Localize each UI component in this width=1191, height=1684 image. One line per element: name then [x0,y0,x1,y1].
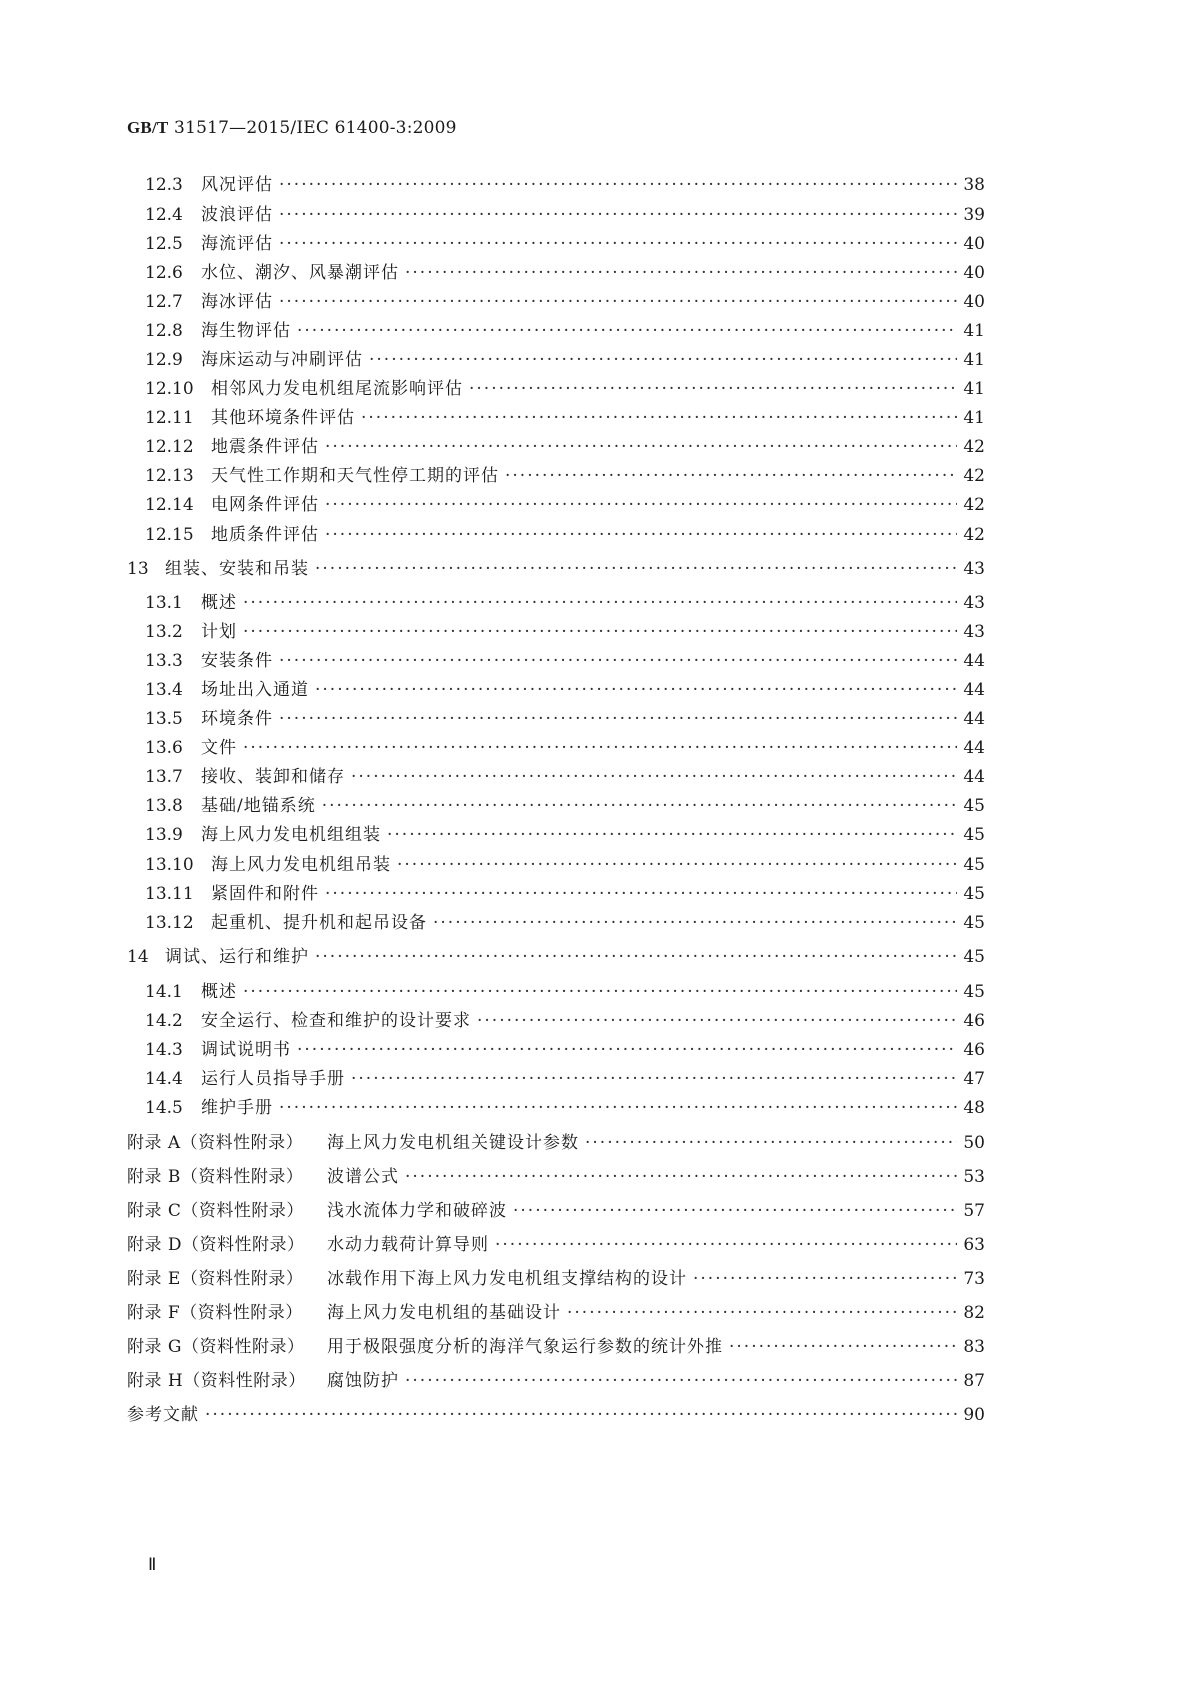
toc-leader [243,593,957,613]
toc-leader [585,1133,957,1153]
toc-entry-title: 相邻风力发电机组尾流影响评估 [211,379,463,399]
toc-appendix[interactable] [127,1196,985,1221]
toc-entry-number: 13.5 [145,709,183,729]
toc-entry-title: 调试说明书 [201,1040,291,1060]
toc-entry-title: 海床运动与冲刷评估 [201,350,363,370]
toc-entry-number: 13.8 [145,796,183,816]
toc-entry-page: 44 [963,680,985,700]
toc-entry-title: 海生物评估 [201,321,291,341]
toc-leader [693,1269,957,1289]
toc-appendix[interactable] [127,1230,985,1255]
toc-entry-number: 附录 B（资料性附录） [127,1167,304,1187]
toc-entry-title: 计划 [201,622,237,642]
toc-entry-title: 运行人员指导手册 [201,1069,345,1089]
toc-entry[interactable] [145,850,985,875]
toc-leader [469,379,957,399]
toc-entry[interactable] [145,403,985,428]
toc-entry-title: 海冰评估 [201,292,273,312]
toc-entry-page: 45 [963,796,985,816]
toc-entry-title: 腐蚀防护 [327,1371,399,1391]
toc-entry-number: 13.12 [145,913,194,933]
toc-entry-title: 参考文献 [127,1405,199,1425]
toc-leader [279,175,957,195]
toc-entry[interactable] [145,432,985,457]
toc-entry-title: 概述 [201,593,237,613]
standard-code: 31517—2015/IEC 61400-3:2009 [174,118,457,138]
toc-entry-title: 安全运行、检查和维护的设计要求 [201,1011,471,1031]
toc-entry-number: 12.11 [145,408,194,428]
toc-entry-number: 13.7 [145,767,183,787]
toc-entry-number: 13.2 [145,622,183,642]
toc-entry-number: 附录 D（资料性附录） [127,1235,305,1255]
toc-leader [315,559,957,579]
toc-leader [325,525,957,545]
toc-entry-title: 海上风力发电机组关键设计参数 [327,1133,579,1153]
toc-entry[interactable] [145,908,985,933]
toc-entry-number: 14 [127,947,149,967]
toc-leader [243,982,957,1002]
toc-entry-title: 场址出入通道 [201,680,309,700]
toc-entry-number: 14.2 [145,1011,183,1031]
toc-entry-title: 安装条件 [201,651,273,671]
page-number: Ⅱ [148,1555,157,1574]
toc-entry-number: 13 [127,559,149,579]
document-header [127,118,457,138]
toc-entry-number: 12.14 [145,495,194,515]
toc-entry-number: 13.6 [145,738,183,758]
toc-entry-number: 12.10 [145,379,194,399]
toc-entry[interactable] [145,316,985,341]
toc-entry-page: 42 [963,437,985,457]
toc-entry-page: 87 [963,1371,985,1391]
toc-entry-title: 概述 [201,982,237,1002]
toc-entry-title: 紧固件和附件 [211,884,319,904]
toc-entry-number: 12.8 [145,321,183,341]
toc-entry-page: 42 [963,495,985,515]
toc-entry-number: 附录 H（资料性附录） [127,1371,306,1391]
toc-entry-page: 44 [963,738,985,758]
toc-leader [279,709,957,729]
toc-entry[interactable] [145,461,985,486]
toc-entry-title: 海上风力发电机组的基础设计 [327,1303,561,1323]
toc-entry-number: 14.3 [145,1040,183,1060]
toc-chapter[interactable] [127,942,985,967]
toc-entry-page: 46 [963,1040,985,1060]
toc-entry[interactable] [145,374,985,399]
toc-entry[interactable] [145,258,985,283]
toc-entry-title: 波谱公式 [327,1167,399,1187]
toc-entry[interactable] [145,762,985,787]
toc-entry-title: 基础/地锚系统 [201,796,316,816]
toc-leader [351,767,957,787]
toc-leader [433,913,957,933]
toc-leader [405,1371,957,1391]
toc-entry-page: 41 [963,321,985,341]
toc-entry-title: 地质条件评估 [211,525,319,545]
toc-entry-page: 50 [963,1133,985,1153]
toc-entry[interactable] [145,704,985,729]
toc-entry-title: 海流评估 [201,234,273,254]
toc-entry[interactable] [145,1006,985,1031]
toc-entry-number: 12.7 [145,292,183,312]
toc-entry-number: 13.9 [145,825,183,845]
toc-entry-title: 水位、潮汐、风暴潮评估 [201,263,399,283]
toc-entry-title: 文件 [201,738,237,758]
toc-entry-number: 12.15 [145,525,194,545]
toc-entry[interactable] [145,1064,985,1089]
toc-appendix[interactable] [127,1298,985,1323]
toc-entry-page: 40 [963,234,985,254]
toc-appendix[interactable] [127,1332,985,1357]
toc-entry-page: 82 [963,1303,985,1323]
toc-appendix[interactable] [127,1366,985,1391]
toc-entry-page: 45 [963,825,985,845]
toc-entry[interactable] [145,345,985,370]
toc-leader [405,1167,957,1187]
toc-entry-number: 附录 C（资料性附录） [127,1201,304,1221]
toc-entry[interactable] [145,1093,985,1118]
toc-entry-title: 海上风力发电机组吊装 [211,855,391,875]
toc-entry[interactable] [145,1035,985,1060]
toc-entry-number: 12.12 [145,437,194,457]
toc-entry-title: 用于极限强度分析的海洋气象运行参数的统计外推 [327,1337,723,1357]
toc-entry-title: 海上风力发电机组组装 [201,825,381,845]
toc-entry-page: 46 [963,1011,985,1031]
toc-entry-page: 53 [963,1167,985,1187]
toc-leader [279,205,957,225]
toc-entry-number: 12.6 [145,263,183,283]
toc-entry-title: 调试、运行和维护 [165,947,309,967]
toc-entry-page: 48 [963,1098,985,1118]
toc-leader [279,292,957,312]
toc-entry-page: 73 [963,1269,985,1289]
toc-entry-number: 13.1 [145,593,183,613]
toc-entry-number: 14.5 [145,1098,183,1118]
toc-entry-title: 天气性工作期和天气性停工期的评估 [211,466,499,486]
toc-entry-page: 43 [963,559,985,579]
toc-leader [279,651,957,671]
toc-leader [315,947,957,967]
toc-leader [297,321,957,341]
toc-entry-page: 44 [963,767,985,787]
toc-chapter[interactable] [127,554,985,579]
toc-leader [297,1040,957,1060]
toc-entry-page: 39 [963,205,985,225]
toc-leader [279,234,957,254]
toc-entry-page: 41 [963,408,985,428]
toc-leader [325,884,957,904]
toc-leader [351,1069,957,1089]
toc-entry[interactable] [145,791,985,816]
toc-leader [397,855,957,875]
toc-appendix[interactable] [127,1128,985,1153]
toc-entry-page: 45 [963,947,985,967]
toc-entry-page: 44 [963,709,985,729]
toc-entry[interactable] [145,170,985,195]
toc-references[interactable] [127,1400,985,1425]
toc-entry-number: 12.4 [145,205,183,225]
toc-entry-number: 12.13 [145,466,194,486]
toc-entry-number: 13.3 [145,651,183,671]
toc-appendix[interactable] [127,1264,985,1289]
toc-entry-page: 45 [963,855,985,875]
toc-leader [279,1098,957,1118]
toc-entry-number: 13.10 [145,855,194,875]
toc-entry-title: 维护手册 [201,1098,273,1118]
toc-entry[interactable] [145,588,985,613]
toc-entry-page: 42 [963,466,985,486]
toc-entry-title: 起重机、提升机和起吊设备 [211,913,427,933]
toc-entry-page: 38 [963,175,985,195]
toc-entry-number: 14.4 [145,1069,183,1089]
toc-entry-number: 12.5 [145,234,183,254]
toc-entry-title: 地震条件评估 [211,437,319,457]
toc-entry[interactable] [145,229,985,254]
toc-entry-page: 57 [963,1201,985,1221]
toc-entry[interactable] [145,733,985,758]
toc-entry-page: 40 [963,292,985,312]
toc-leader [361,408,957,428]
toc-leader [387,825,957,845]
toc-entry-number: 附录 G（资料性附录） [127,1337,305,1357]
toc-entry[interactable] [145,520,985,545]
toc-leader [505,466,957,486]
toc-entry-title: 组装、安装和吊装 [165,559,309,579]
toc-entry-title: 其他环境条件评估 [211,408,355,428]
toc-entry-page: 41 [963,379,985,399]
toc-entry-number: 12.3 [145,175,183,195]
toc-entry[interactable] [145,490,985,515]
toc-leader [729,1337,957,1357]
toc-leader [315,680,957,700]
toc-entry-page: 45 [963,884,985,904]
toc-entry-number: 附录 F（资料性附录） [127,1303,303,1323]
toc-leader [322,796,957,816]
toc-entry-title: 风况评估 [201,175,273,195]
toc-entry-page: 44 [963,651,985,671]
toc-entry[interactable] [145,977,985,1002]
toc-leader [477,1011,957,1031]
toc-entry[interactable] [145,675,985,700]
toc-entry-page: 83 [963,1337,985,1357]
toc-entry-number: 附录 A（资料性附录） [127,1133,304,1153]
toc-leader [405,263,957,283]
toc-entry-page: 90 [963,1405,985,1425]
toc-entry-title: 波浪评估 [201,205,273,225]
toc-entry-page: 45 [963,982,985,1002]
toc-leader [205,1405,957,1425]
toc-entry-page: 47 [963,1069,985,1089]
standard-prefix: GB/T [127,118,169,137]
toc-entry-number: 13.4 [145,680,183,700]
toc-entry-page: 63 [963,1235,985,1255]
toc-entry-page: 43 [963,622,985,642]
toc-entry-page: 41 [963,350,985,370]
toc-entry-page: 42 [963,525,985,545]
toc-entry-title: 环境条件 [201,709,273,729]
toc-entry-title: 浅水流体力学和破碎波 [327,1201,507,1221]
toc-leader [243,622,957,642]
toc-entry-number: 14.1 [145,982,183,1002]
toc-entry[interactable] [145,646,985,671]
toc-appendix[interactable] [127,1162,985,1187]
toc-leader [325,437,957,457]
toc-entry-number: 12.9 [145,350,183,370]
toc-leader [369,350,957,370]
toc-entry[interactable] [145,617,985,642]
toc-entry[interactable] [145,820,985,845]
toc-leader [567,1303,957,1323]
toc-entry-number: 附录 E（资料性附录） [127,1269,304,1289]
toc-entry-page: 40 [963,263,985,283]
toc-entry-title: 接收、装卸和储存 [201,767,345,787]
toc-entry-page: 45 [963,913,985,933]
toc-entry[interactable] [145,287,985,312]
toc-leader [243,738,957,758]
toc-entry[interactable] [145,879,985,904]
toc-leader [495,1235,957,1255]
toc-leader [325,495,957,515]
toc-entry-title: 水动力载荷计算导则 [327,1235,489,1255]
toc-entry[interactable] [145,200,985,225]
toc-entry-title: 冰载作用下海上风力发电机组支撑结构的设计 [327,1269,687,1289]
toc-entry-number: 13.11 [145,884,194,904]
toc-leader [513,1201,957,1221]
toc-entry-title: 电网条件评估 [211,495,319,515]
toc-entry-page: 43 [963,593,985,613]
